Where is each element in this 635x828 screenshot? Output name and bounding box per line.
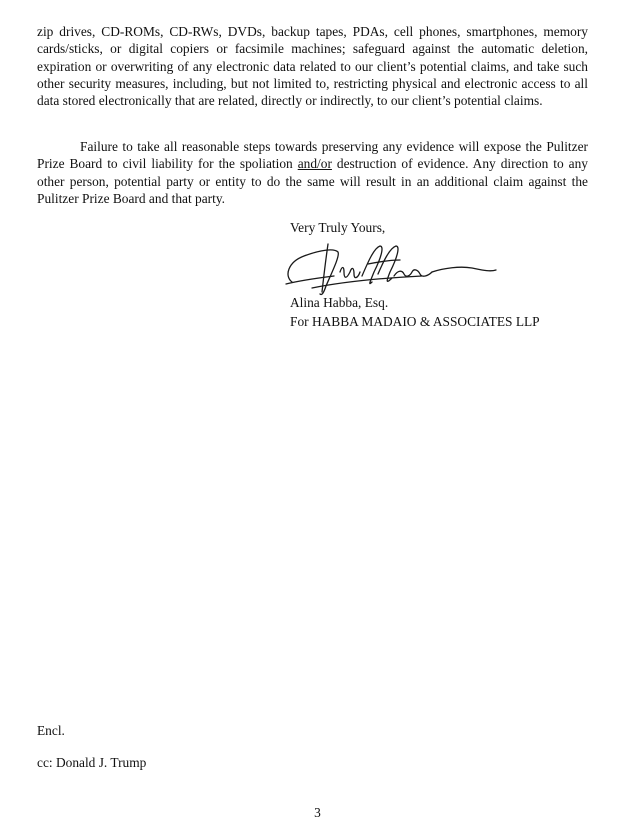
enclosure-note: Encl. <box>37 723 65 738</box>
signer-firm: For HABBA MADAIO & ASSOCIATES LLP <box>290 314 540 329</box>
paragraph-2-text-end: destruction of evidence. Any direction to any other person, potential party or entity to do the same will result in an additional claim against the Pulitzer Prize Board and that party. <box>37 156 588 206</box>
body-paragraph-2 <box>37 138 588 207</box>
paragraph-2-underlined-text: and/or <box>297 156 332 172</box>
handwritten-signature <box>282 242 502 300</box>
page-number: 3 <box>314 805 321 820</box>
cc-line: cc: Donald J. Trump <box>37 755 147 770</box>
signer-name: Alina Habba, Esq. <box>290 295 389 310</box>
body-paragraph-1: zip drives, CD-ROMs, CD-RWs, DVDs, backup tapes, PDAs, cell phones, smartphones, memory cards/sticks, or digital copiers or facsimile machines; safeguard against the automatic deletion, expiration or overwriting of any electronic data related to our client’s potential claims, and take such other security measures, including, but not limited to, restricting physical and electronic access to all data stored electronically that are related, directly or indirectly, to our client’s potential claims. <box>37 24 588 109</box>
paragraph-2-text-start: Failure to take all reasonable steps towards preserving any evidence will expose the Pulitzer Prize Board to civil liability for the spoliation <box>37 139 588 172</box>
closing-salutation: Very Truly Yours, <box>290 220 386 235</box>
